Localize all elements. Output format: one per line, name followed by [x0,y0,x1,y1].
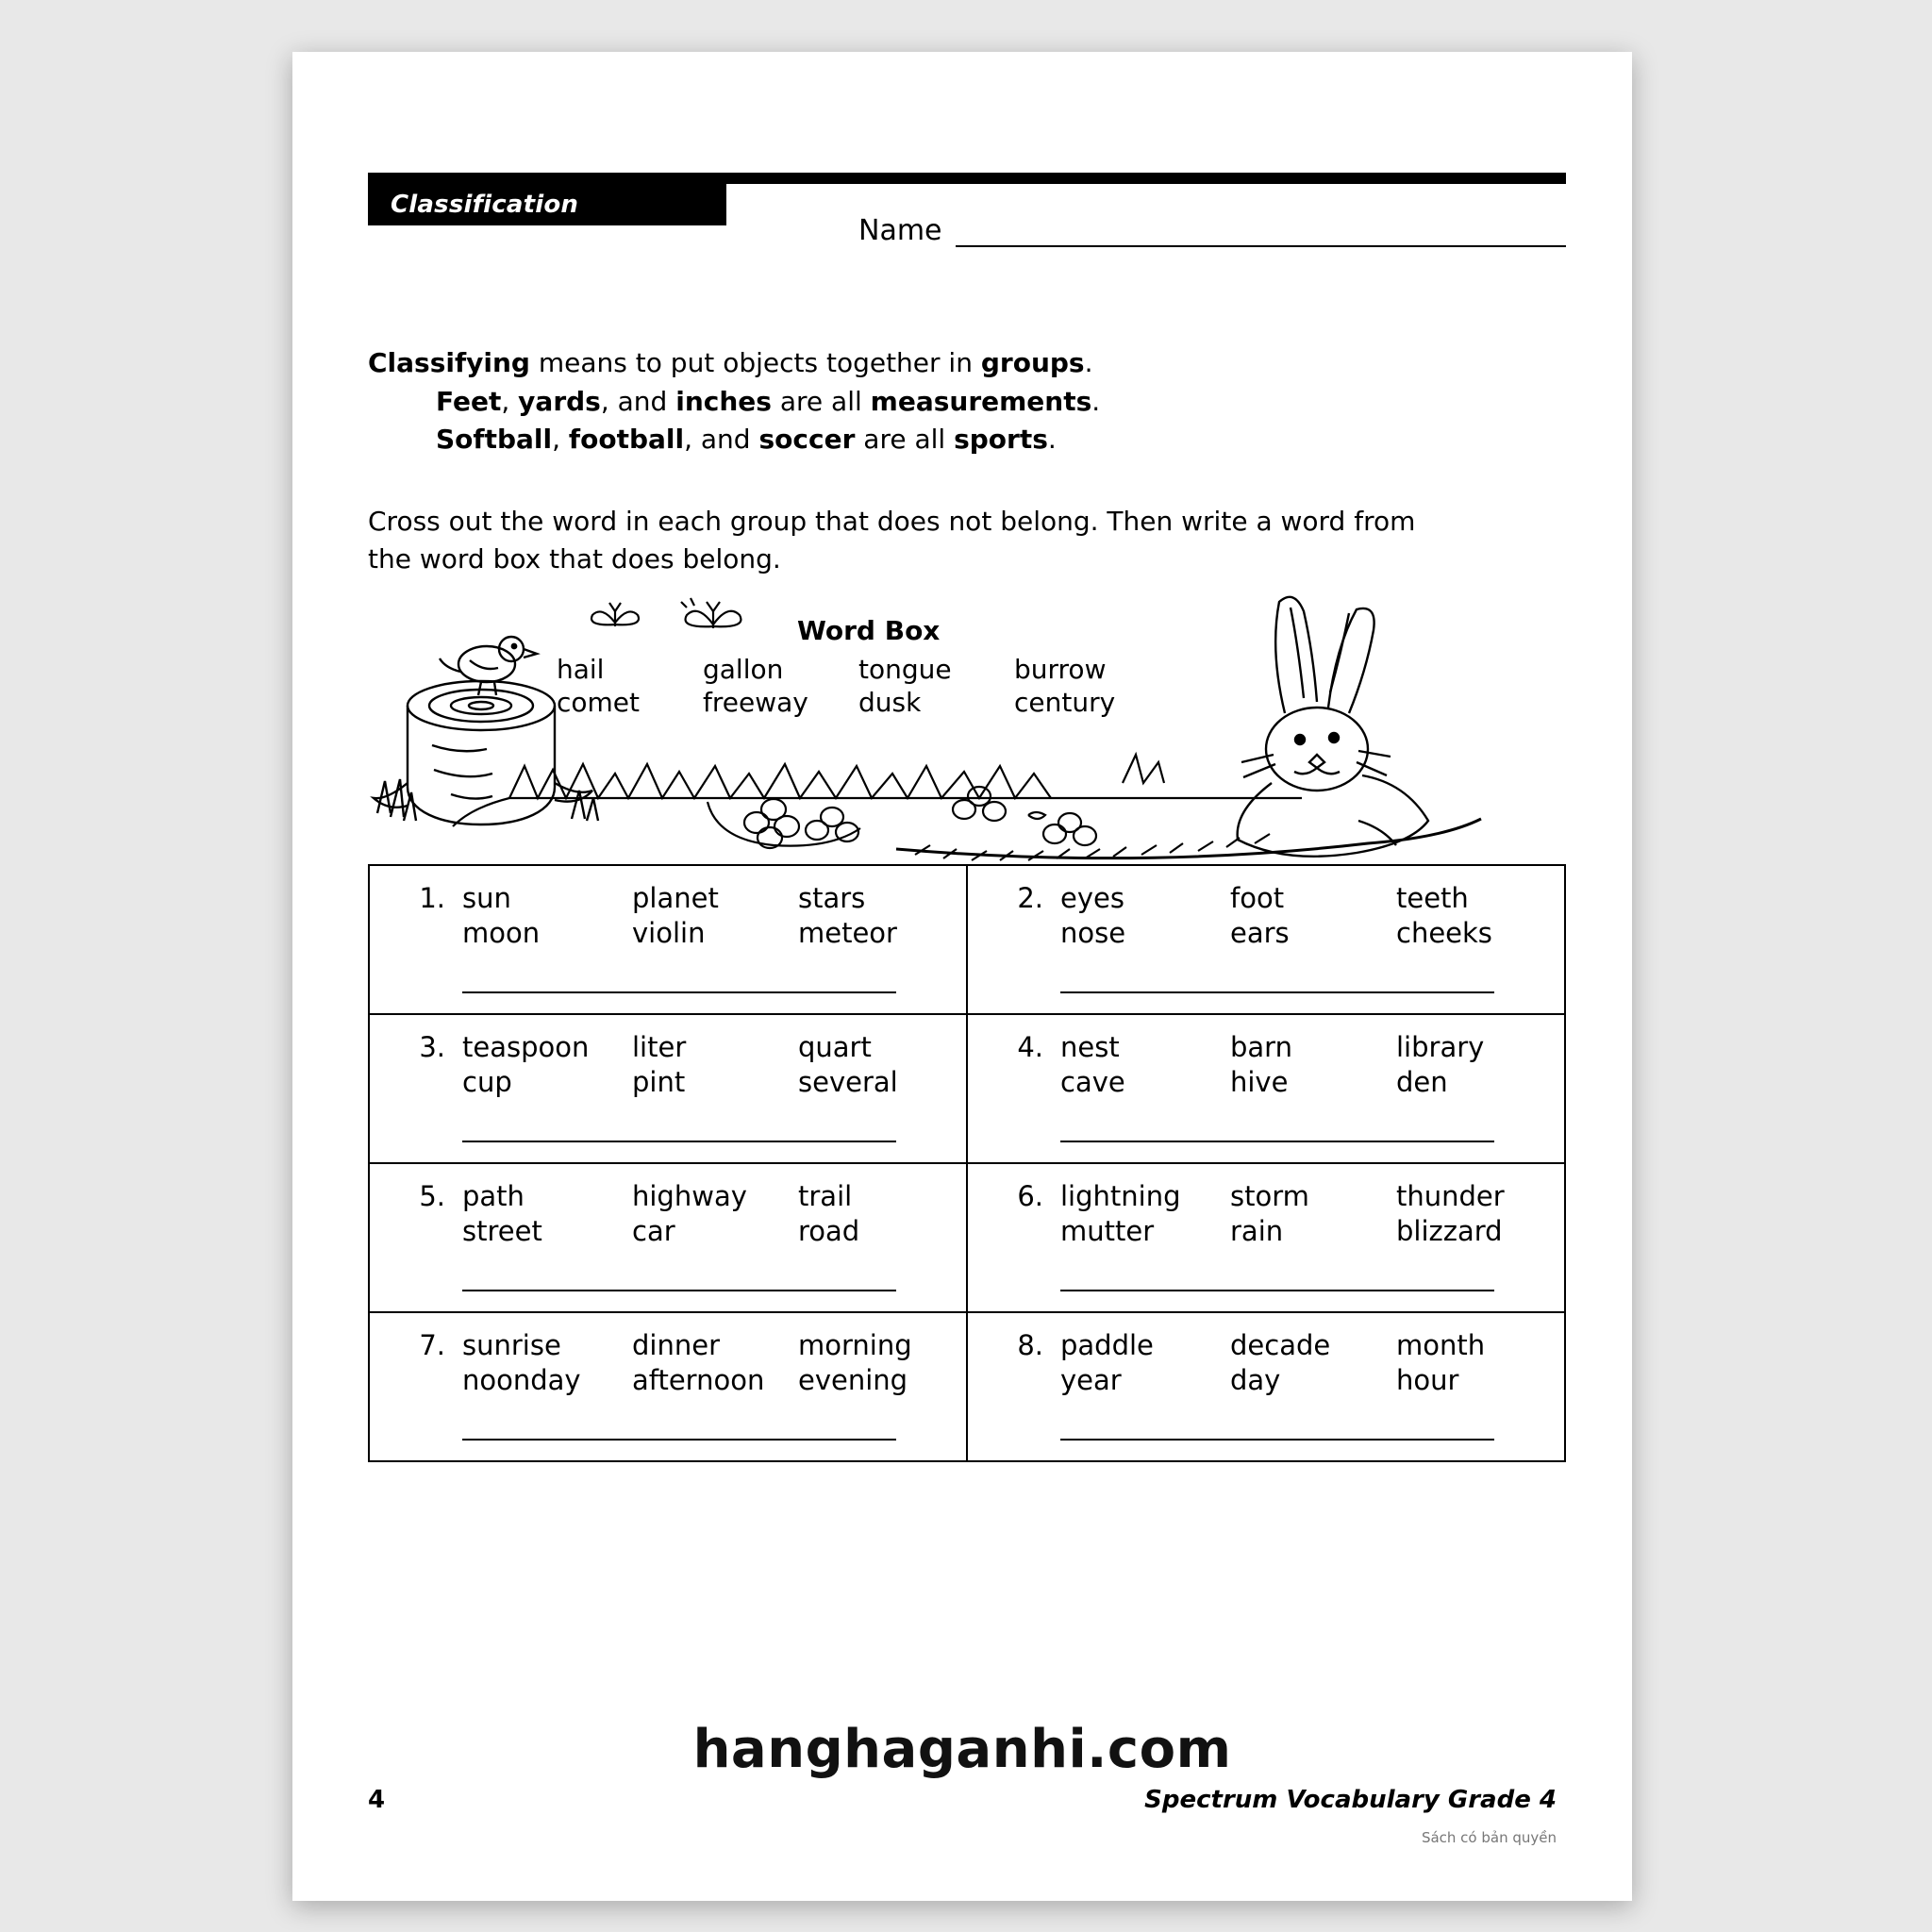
page-number: 4 [368,1786,386,1814]
item-word[interactable]: cup [462,1065,512,1098]
word-box-word: dusk [858,687,922,719]
item-word[interactable]: nest [1060,1031,1120,1064]
watermark-text: hanghaganhi.com [692,1719,1232,1780]
table-row [369,1163,1565,1312]
item-word[interactable]: paddle [1060,1329,1154,1362]
answer-line[interactable] [462,1435,896,1441]
item-word[interactable]: quart [798,1031,872,1064]
item-word[interactable]: several [798,1065,898,1098]
table-row [369,1014,1565,1163]
item-word[interactable]: thunder [1396,1180,1505,1213]
name-field-row [858,214,1566,247]
intro-line-1-mid: means to put objects together in [529,347,981,378]
item-word[interactable]: evening [798,1363,908,1396]
item-word[interactable]: month [1396,1329,1486,1362]
answer-line[interactable] [462,988,896,993]
book-title: Spectrum Vocabulary Grade 4 [1144,1786,1557,1814]
answer-line[interactable] [462,1137,896,1142]
item-word[interactable]: car [632,1214,675,1247]
header-rule [368,173,1566,184]
category-tab: Classification [368,184,726,225]
item-word[interactable]: afternoon [632,1363,765,1396]
table-row [369,1312,1565,1461]
item-number: 2. [1017,882,1043,915]
directions-text: Cross out the word in each group that does not belong. Then write a word from the word box that does belong. [368,505,1416,575]
item-word[interactable]: sun [462,882,511,915]
answer-line[interactable] [1060,988,1494,993]
word-box-word: burrow [1014,654,1107,686]
item-word[interactable]: stars [798,882,866,915]
exercise-item-1 [369,865,967,1014]
item-word[interactable]: cave [1060,1065,1125,1098]
name-label: Name [858,214,942,247]
name-input-line[interactable] [956,217,1566,247]
item-word[interactable]: hour [1396,1363,1459,1396]
page-content [368,165,1566,1462]
item-word[interactable]: cheeks [1396,916,1492,949]
word-box-word: gallon [703,654,784,686]
word-box-word: tongue [858,654,952,686]
word-box-word: comet [557,687,641,719]
answer-line[interactable] [1060,1435,1494,1441]
item-word[interactable]: moon [462,916,541,949]
item-word[interactable]: dinner [632,1329,720,1362]
item-word[interactable]: path [462,1180,525,1213]
word-box-words [557,653,1311,719]
item-word[interactable]: nose [1060,916,1126,949]
item-word[interactable]: rain [1230,1214,1284,1247]
item-number: 4. [1017,1031,1043,1064]
intro-line-1-end: . [1084,347,1093,378]
page-header [368,165,1566,247]
item-word[interactable]: year [1060,1363,1122,1396]
intro-line-3: Softball, football, and soccer are all sports. [436,424,1057,456]
word-box-word: hail [557,654,605,686]
item-number: 8. [1017,1329,1043,1362]
answer-line[interactable] [1060,1137,1494,1142]
answer-line[interactable] [462,1286,896,1291]
intro-term-classifying: Classifying [368,347,530,378]
table-row [369,865,1565,1014]
item-number: 1. [419,882,445,915]
item-word[interactable]: pint [632,1065,686,1098]
item-word[interactable]: lightning [1060,1180,1181,1213]
butterfly-icon [587,598,643,641]
item-word[interactable]: planet [632,882,719,915]
item-word[interactable]: day [1230,1363,1281,1396]
item-word[interactable]: trail [798,1180,853,1213]
item-word[interactable]: liter [632,1031,687,1064]
page-footer [368,1786,1557,1814]
exercise-item-2 [967,865,1565,1014]
item-word[interactable]: eyes [1060,882,1124,915]
lesson-intro [368,344,1566,459]
worksheet-page [292,52,1632,1901]
exercise-item-8 [967,1312,1565,1461]
exercise-item-6 [967,1163,1565,1312]
word-box-row-2 [557,686,1311,719]
item-word[interactable]: library [1396,1031,1485,1064]
word-box-word: century [1014,687,1116,719]
item-word[interactable]: decade [1230,1329,1331,1362]
meadow-icon [368,736,1566,863]
item-word[interactable]: highway [632,1180,747,1213]
item-number: 7. [419,1329,445,1362]
item-word[interactable]: teeth [1396,882,1469,915]
word-box-title: Word Box [797,615,941,647]
exercise-item-5 [369,1163,967,1312]
exercise-item-7 [369,1312,967,1461]
word-box-word: freeway [703,687,808,719]
item-word[interactable]: morning [798,1329,912,1362]
item-word[interactable]: sunrise [462,1329,561,1362]
item-word[interactable]: violin [632,916,706,949]
copyright-note: Sách có bản quyền [1421,1829,1557,1846]
exercise-table [368,864,1566,1462]
item-word[interactable]: teaspoon [462,1031,590,1064]
word-box-illustration-area [368,594,1566,858]
exercise-item-4 [967,1014,1565,1163]
item-number: 5. [419,1180,445,1213]
item-word[interactable]: blizzard [1396,1214,1503,1247]
item-word[interactable]: noonday [462,1363,581,1396]
item-word[interactable]: meteor [798,916,897,949]
decorative-artwork [368,594,1566,858]
item-word[interactable]: den [1396,1065,1448,1098]
item-word[interactable]: street [462,1214,542,1247]
item-word[interactable]: road [798,1214,860,1247]
word-box-row-1 [557,653,1311,686]
exercise-item-3 [369,1014,967,1163]
item-word[interactable]: foot [1230,882,1285,915]
intro-line-2: Feet, yards, and inches are all measurements. [436,385,1101,417]
item-word[interactable]: storm [1230,1180,1309,1213]
intro-term-groups: groups [980,347,1085,378]
answer-line[interactable] [1060,1286,1494,1291]
butterfly-small-icon [677,596,747,643]
item-number: 6. [1017,1180,1043,1213]
item-word[interactable]: hive [1230,1065,1289,1098]
item-word[interactable]: mutter [1060,1214,1155,1247]
item-number: 3. [419,1031,445,1064]
item-word[interactable]: ears [1230,916,1290,949]
intro-line-1 [368,344,1566,383]
item-word[interactable]: barn [1230,1031,1292,1064]
